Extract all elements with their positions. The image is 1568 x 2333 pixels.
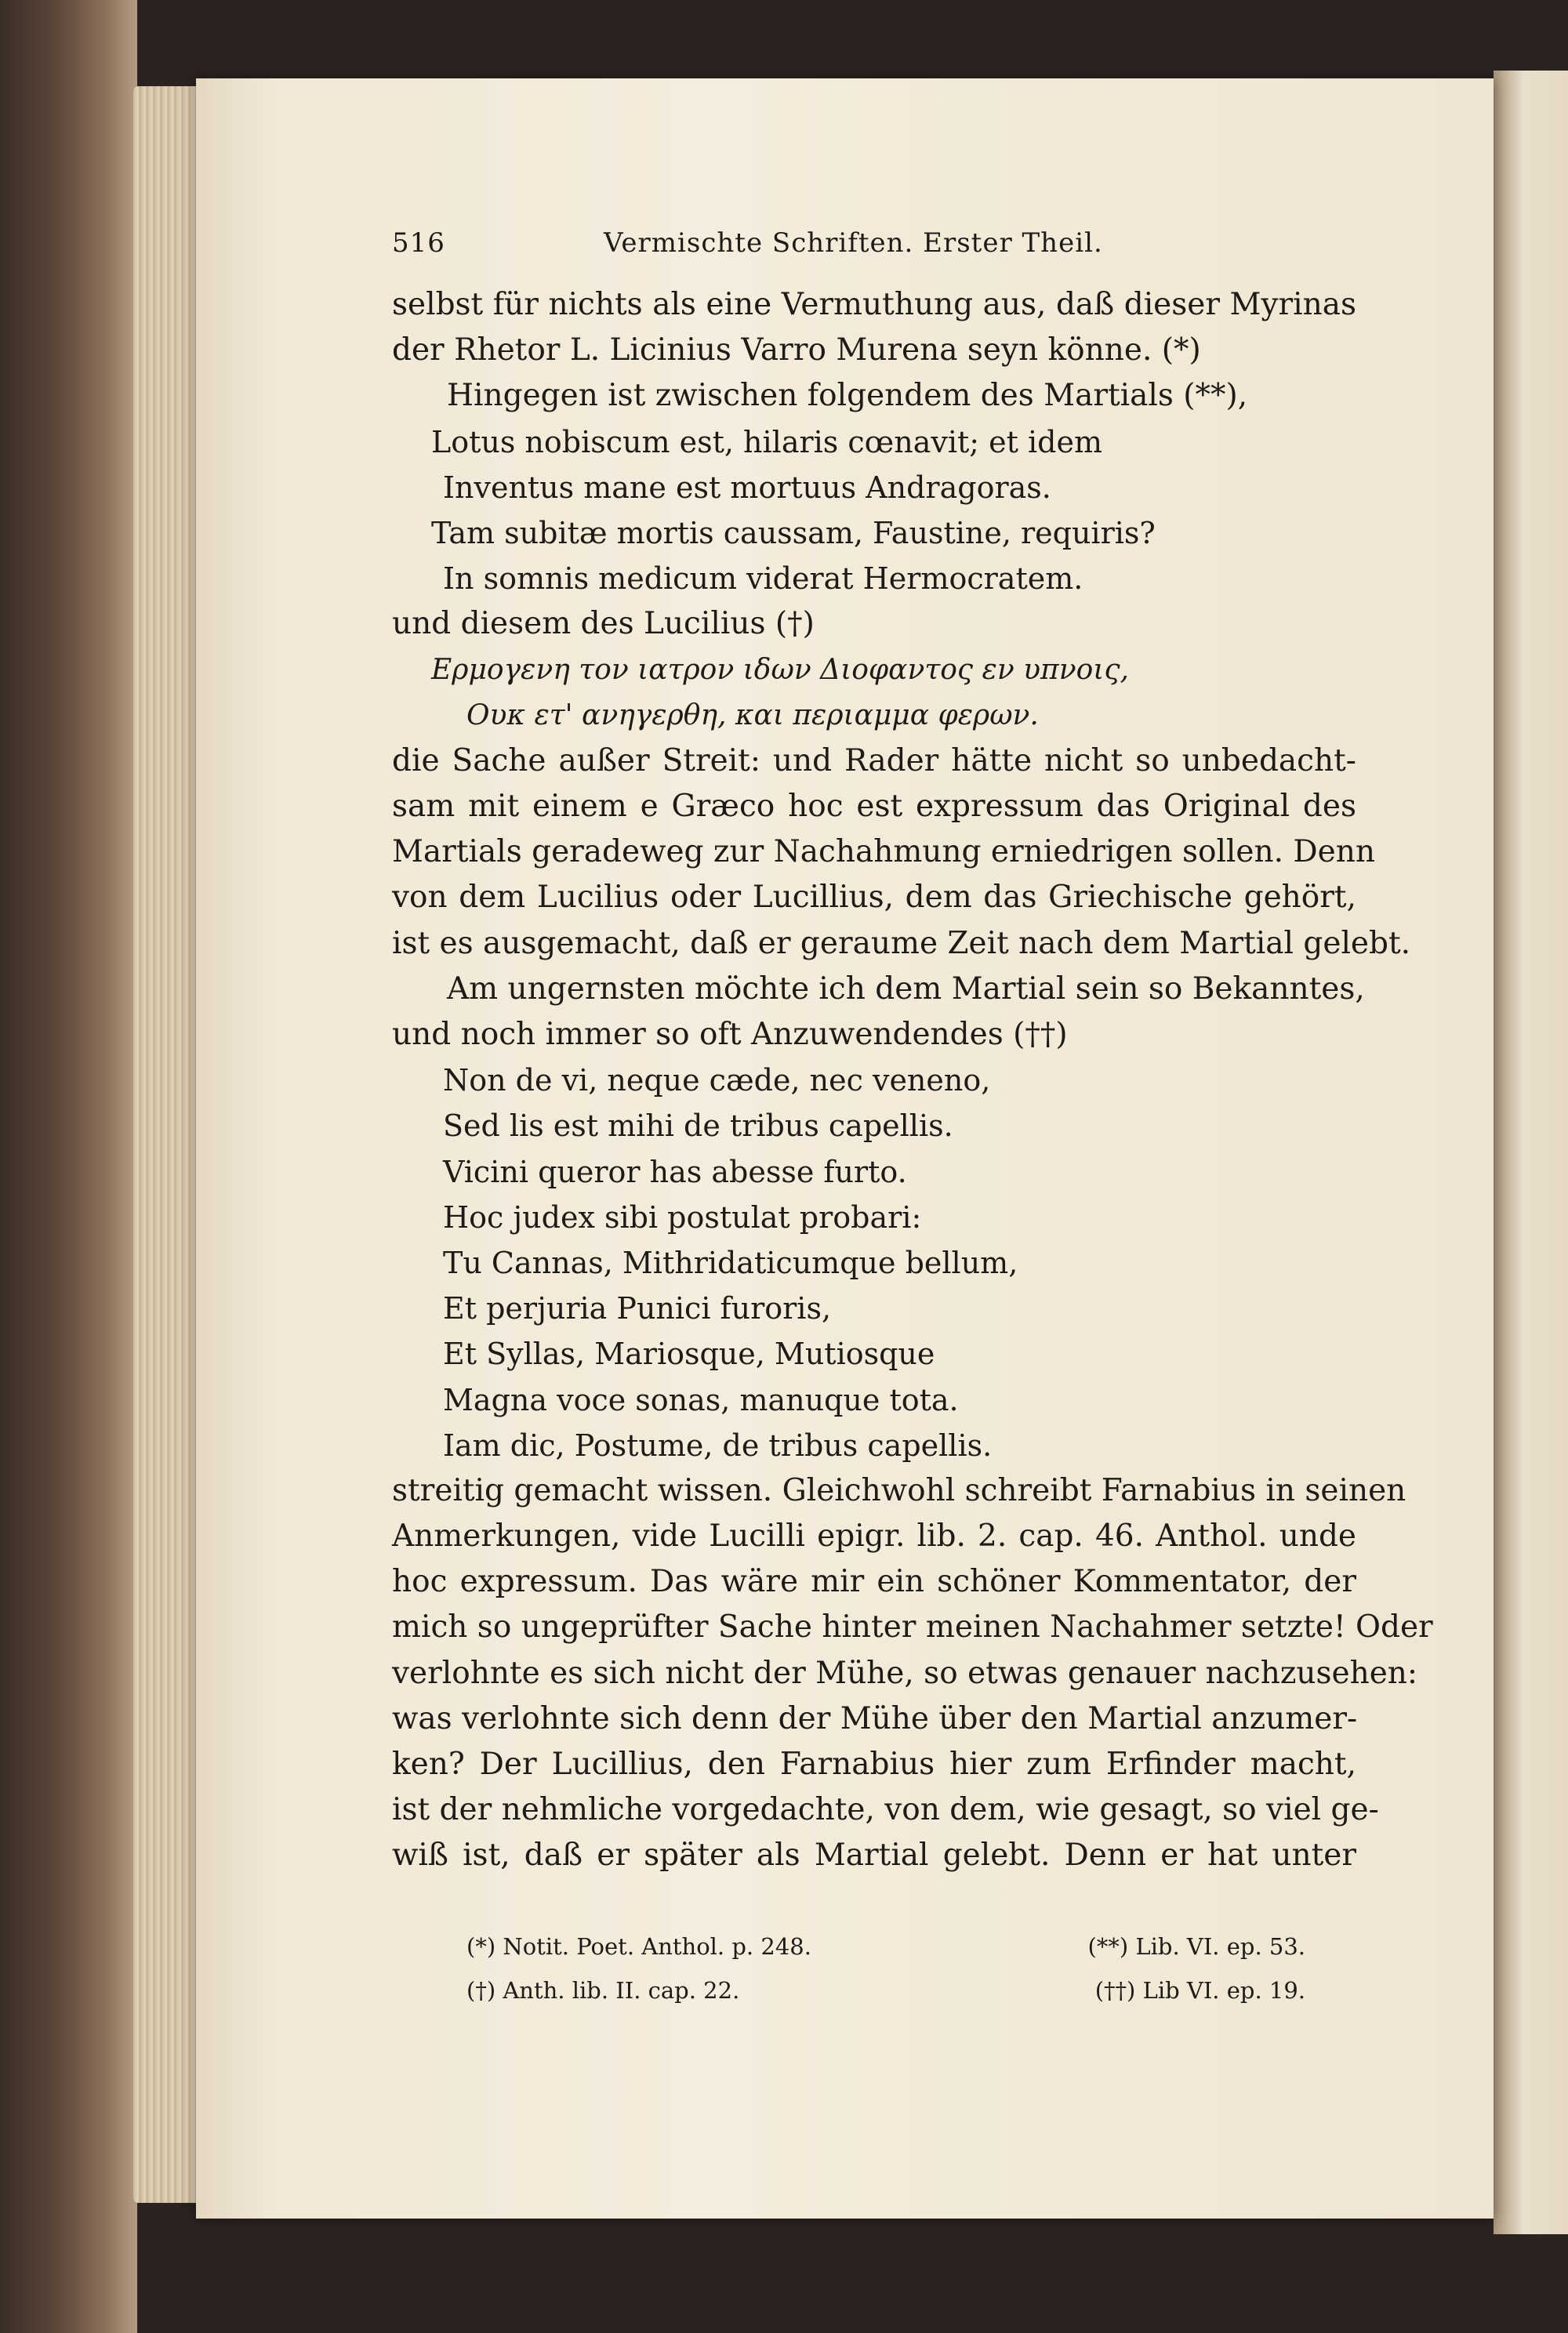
verse-line: Tam subitæ mortis caussam, Faustine, requiris? bbox=[431, 515, 1156, 550]
text-line: wiß ist, daß er später als Martial gelebt. Denn er hat unter bbox=[392, 1838, 1356, 1874]
greek-verse-line: Ουκ ετ' ανηγερθη, και περιαμμα φερων. bbox=[466, 698, 1039, 731]
footnote: (††) Lib VI. ep. 19. bbox=[1094, 1977, 1305, 2004]
verse-block bbox=[392, 1058, 1356, 1468]
text-line: Hingegen ist zwischen folgendem des Martials (**), bbox=[447, 378, 1248, 414]
verse-line: Hoc judex sibi postulat probari: bbox=[443, 1199, 922, 1235]
verse-line: Tu Cannas, Mithridaticumque bellum, bbox=[443, 1245, 1018, 1280]
text-line: die Sache außer Streit: und Rader hätte nicht so unbedacht- bbox=[392, 742, 1356, 778]
text-line: und diesem des Lucilius (†) bbox=[392, 606, 815, 642]
verse-line: Iam dic, Postume, de tribus capellis. bbox=[443, 1428, 993, 1463]
verse-line: Non de vi, neque cæde, nec veneno, bbox=[443, 1063, 991, 1098]
text-line: mich so ungeprüfter Sache hinter meinen Nachahmer setzte! Oder bbox=[392, 1609, 1433, 1645]
verse-line: Sed lis est mihi de tribus capellis. bbox=[443, 1108, 953, 1144]
text-line: ist es ausgemacht, daß er geraume Zeit nach dem Martial gelebt. bbox=[392, 925, 1411, 961]
text-line: was verlohnte sich denn der Mühe über den Martial anzumer- bbox=[392, 1700, 1358, 1736]
facing-page-edge bbox=[1494, 71, 1568, 2234]
footnote-row bbox=[466, 1968, 1305, 2012]
text-line: und noch immer so oft Anzuwendendes (††) bbox=[392, 1017, 1068, 1052]
footnote: (**) Lib. VI. ep. 53. bbox=[1087, 1933, 1305, 1960]
text-line: ist der nehmliche vorgedachte, von dem, wie gesagt, so viel ge- bbox=[392, 1792, 1379, 1828]
page-number: 516 bbox=[392, 227, 445, 259]
page-text bbox=[392, 227, 1433, 1879]
text-line: selbst für nichts als eine Vermuthung aus, daß dieser Myrinas bbox=[392, 287, 1356, 322]
text-line: Martials geradeweg zur Nachahmung erniedrigen sollen. Denn bbox=[392, 834, 1375, 870]
footnotes bbox=[466, 1925, 1305, 2012]
footnote: (†) Anth. lib. II. cap. 22. bbox=[466, 1977, 740, 2004]
page-stack-edge bbox=[133, 86, 204, 2203]
text-line: von dem Lucilius oder Lucillius, dem das Griechische gehört, bbox=[392, 880, 1356, 916]
verse-line: Et perjuria Punici furoris, bbox=[443, 1291, 832, 1326]
text-line: streitig gemacht wissen. Gleichwohl schreibt Farnabius in seinen bbox=[392, 1472, 1406, 1508]
verse-line: Vicini queror has abesse furto. bbox=[443, 1154, 907, 1189]
footnote: (*) Notit. Poet. Anthol. p. 248. bbox=[466, 1933, 811, 1960]
text-line: der Rhetor L. Licinius Varro Murena seyn könne. (*) bbox=[392, 332, 1201, 368]
book-binding-edge bbox=[0, 0, 137, 2333]
verse-line: Lotus nobiscum est, hilaris cœnavit; et idem bbox=[431, 424, 1102, 459]
text-line: Anmerkungen, vide Lucilli epigr. lib. 2. cap. 46. Anthol. unde bbox=[392, 1518, 1356, 1555]
greek-verse-line: Ερμογενη τον ιατρον ιδων Διοφαντος εν υπνοις, bbox=[431, 653, 1129, 686]
running-title: Vermischte Schriften. Erster Theil. bbox=[604, 227, 1103, 259]
text-line: Am ungernsten möchte ich dem Martial sein so Bekanntes, bbox=[447, 971, 1365, 1007]
verse-line: Et Syllas, Mariosque, Mutiosque bbox=[443, 1337, 935, 1372]
text-line: verlohnte es sich nicht der Mühe, so etwas genauer nachzusehen: bbox=[392, 1655, 1418, 1691]
text-line: sam mit einem e Græco hoc est expressum das Original des bbox=[392, 789, 1356, 825]
verse-line: Magna voce sonas, manuque tota. bbox=[443, 1382, 959, 1417]
page-header bbox=[392, 227, 1356, 282]
verse-line: Inventus mane est mortuus Andragoras. bbox=[443, 470, 1051, 505]
verse-line: In somnis medicum viderat Hermocratem. bbox=[443, 561, 1083, 597]
footnote-row bbox=[466, 1925, 1305, 1968]
text-line: hoc expressum. Das wäre mir ein schöner Kommentator, der bbox=[392, 1564, 1356, 1600]
text-line: ken? Der Lucillius, den Farnabius hier zum Erfinder macht, bbox=[392, 1747, 1356, 1782]
